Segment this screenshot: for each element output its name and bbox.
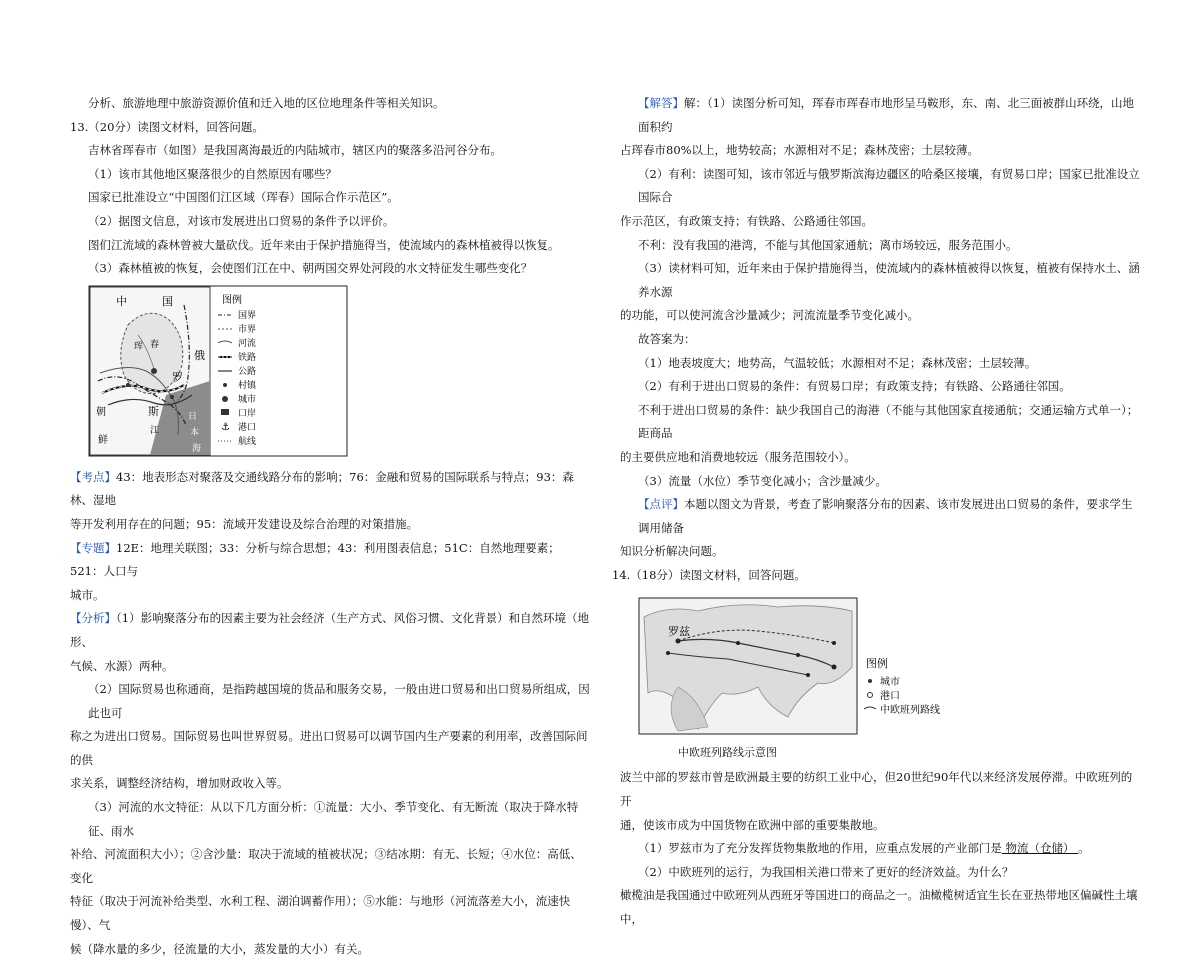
map-label: 春 [150,339,160,350]
legend-title: 图例 [222,294,242,306]
map-label: 斯 [148,404,159,418]
legend-item: 公路 [238,366,257,377]
map-label: 国 [162,294,173,308]
legend-item: 市界 [238,324,257,335]
map-label: 鲜 [98,434,108,446]
zhuanti-label: 【专题】 [70,540,116,555]
answer-2: （2）有利于进出口贸易的条件：有贸易口岸；有政策支持；有铁路、公路通往邻国。 [638,379,1071,394]
fenxi-label: 【分析】 [70,611,116,626]
map-label: 本 [190,427,200,438]
q13-question-2: （2）据图文信息，对该市发展进出口贸易的条件予以评价。 [88,213,395,228]
legend-item: 航线 [238,436,257,447]
fenxi-p2-line-3: 求关系，调整经济结构，增加财政收入等。 [70,776,289,791]
q14-text-1-line-2: 通，使该市成为中国货物在欧洲中部的重要集散地。 [620,817,885,832]
q13-question-3: （3）森林植被的恢复，会使图们江在中、朝两国交界处河段的水文特征发生哪些变化？ [88,261,533,276]
q14-text-2: 橄榄油是我国通过中欧班列从西班牙等国进口的商品之一。油橄榄树适宜生长在亚热带地区偏碱性土壤中， [620,888,1138,927]
map-label: 朝 [96,406,106,418]
legend-item: 村镇 [238,380,257,391]
answer-3: （3）流量（水位）季节变化减小；含沙量减少。 [638,473,887,488]
jieda-p2-line-1: （2）有利：读图可知，该市邻近与俄罗斯滨海边疆区的哈桑区接壤，有贸易口岸；国家已批准设立国际合 [638,166,1140,205]
kaodian-line-2: 等开发利用存在的问题；95：流域开发建设及综合治理的对策措施。 [70,516,419,531]
map-label: 日 [188,411,198,422]
map-label: 珲 [134,341,144,352]
legend-item: 国界 [238,310,257,321]
jieda-p2-line-3: 不利：没有我国的港湾，不能与其他国家通航；离市场较远，服务范围小。 [638,237,1018,252]
map-caption: 中欧班列路线示意图 [678,746,777,760]
legend-item: 铁路 [238,352,257,363]
legend-item: 城市 [238,394,257,405]
q13-text-2: 国家已批准设立“中国图们江区域（珲春）国际合作示范区”。 [88,190,399,205]
fenxi-line-2: 气候、水源）两种。 [70,658,174,673]
jieda-p2-line-2: 作示范区，有政策支持；有铁路、公路通往邻国。 [620,213,873,228]
legend-item: 港口 [238,422,257,433]
dianping-line-2: 知识分析解决问题。 [620,544,724,559]
legend-title: 图例 [866,657,888,671]
answer-2b-line-2: 的主要供应地和消费地较远（服务范围较小）。 [620,449,856,464]
q13-heading: 13.（20分）读图文材料，回答问题。 [70,119,264,134]
left-column [70,92,590,961]
map-label: 中 [116,294,127,308]
china-europe-railway-map [638,591,1140,760]
q13-question-1: （1）该市其他地区聚落很少的自然原因有哪些？ [88,166,337,181]
map-label: 江 [150,425,160,436]
fenxi-p2-line-2: 称之为进出口贸易。国际贸易也叫世界贸易。进出口贸易可以调节国内生产要素的利用率，改善国际间的供 [70,729,588,767]
legend-item: 中欧班列路线 [880,705,940,717]
legend-item: 港口 [880,691,900,703]
q14-heading: 14.（18分）读图文材料，回答问题。 [612,567,806,582]
jieda-p3-line-1: （3）读材料可知，近年来由于保护措施得当，使流域内的森林植被得以恢复，植被有保持水土、涵养水源 [638,261,1140,299]
fenxi-p3-line-1: （3）河流的水文特征：从以下几方面分析：①流量：大小、季节变化、有无断流（取决于降水特征、雨水 [88,800,579,838]
jieda-p3-line-2: 的功能，可以使河流含沙量减少；河流流量季节变化减小。 [620,308,919,323]
kaodian-line-1: 【考点】43：地表形态对聚落及交通线路分布的影响；76：金融和贸易的国际联系与特点；93：森林、湿地 [70,469,574,508]
fenxi-p3-line-3: 特征（取决于河流补给类型、水利工程、湖泊调蓄作用）；⑤水能：与地形（河流落差大小，流速快慢）、气 [70,894,571,933]
dianping-label: 【点评】 [638,497,684,512]
zhuanti-line-1: 【专题】12E：地理关联图；33：分析与综合思想；43：利用图表信息；51C：自然地理要素；521：人口与 [70,540,560,579]
legend-item: 城市 [880,677,900,689]
answer-blank: 物流（仓储） [1001,841,1079,856]
answer-2b-line-1: 不利于进出口贸易的条件：缺少我国自己的海港（不能与其他国家直接通航；交通运输方式单一）；距商品 [638,402,1139,441]
intro-line: 分析、旅游地理中旅游资源价值和迁入地的区位地理条件等相关知识。 [88,96,445,110]
kaodian-label: 【考点】 [70,469,116,484]
fenxi-line-1: 【分析】（1）影响聚落分布的因素主要为社会经济（生产方式、风俗习惯、文化背景）和自然环境（地形、 [70,611,590,649]
answer-intro: 故答案为： [638,331,696,346]
q14-question-1: （1）罗兹市为了充分发挥货物集散地的作用，应重点发展的产业部门是 物流（仓储） 。 [638,841,1090,856]
q13-text-1: 吉林省珲春市（如图）是我国离海最近的内陆城市，辖区内的聚落多沿河谷分布。 [88,143,502,158]
map-label: 海 [192,443,202,454]
right-column [612,92,1140,932]
svg-text:⚓: ⚓ [221,421,230,433]
fenxi-p2-line-1: （2）国际贸易也称通商，是指跨越国境的货品和服务交易，一般由进口贸易和出口贸易所组成，因此也可 [88,682,590,720]
legend-item: 口岸 [238,408,257,419]
jieda-line-1: 【解答】解：（1）读图分析可知，珲春市珲春市地形呈马鞍形，东、南、北三面被群山环绕，山地面积约 [638,96,1135,134]
dianping-line-1: 【点评】本题以图文为背景，考查了影响聚落分布的因素、该市发展进出口贸易的条件，要求学生调用储备 [638,497,1133,535]
jieda-line-2: 占珲春市80%以上，地势较高；水源相对不足；森林茂密；土层较薄。 [620,143,980,158]
fenxi-p3-line-4: 候（降水量的多少，径流量的大小，蒸发量的大小）有关。 [70,941,369,956]
q14-question-2: （2）中欧班列的运行，为我国相关港口带来了更好的经济效益。为什么？ [638,864,1014,879]
map-label: 罗 [172,370,183,384]
map-label: 俄 [194,348,205,362]
jieda-label: 【解答】 [638,96,684,110]
zhuanti-line-2: 城市。 [70,587,105,602]
q14-text-1-line-1: 波兰中部的罗兹市曾是欧洲最主要的纺织工业中心，但20世纪90年代以来经济发展停滞。中欧班列的开 [620,770,1133,809]
city-label: 罗兹 [668,625,690,639]
fenxi-p3-line-2: 补给、河流面积大小）；②含沙量：取决于流域的植被状况；③结冰期：有无、长短；④水位：高低、变化 [70,847,582,885]
legend-item: 河流 [238,338,257,349]
q13-text-3: 图们江流域的森林曾被大量砍伐。近年来由于保护措施得当，使流域内的森林植被得以恢复。 [88,237,560,252]
answer-1: （1）地表坡度大；地势高，气温较低；水源相对不足；森林茂密；土层较薄。 [638,355,1037,370]
hunchun-map [88,285,590,460]
